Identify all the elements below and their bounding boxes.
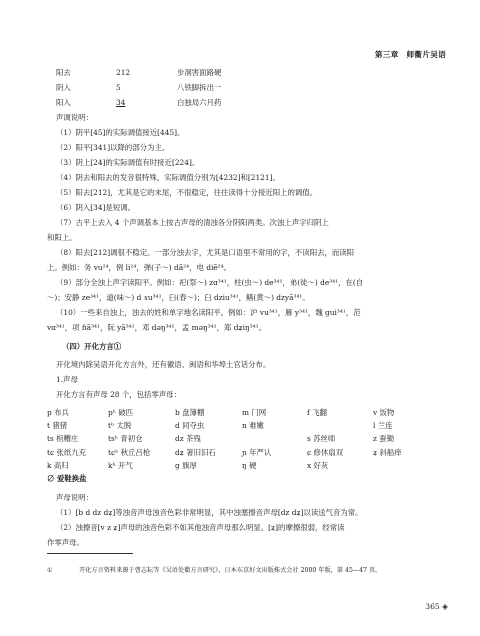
initial-cell: t 猪猪 (47, 421, 68, 431)
page-number: 365 ◈ (425, 602, 448, 611)
tone-note: （9）部分全浊上声字读阳平。例如：祀(祭～) zɑ³⁴¹，柱(虫～) de³⁴¹，弟(徒～) de³⁴¹，在(自 (56, 278, 364, 287)
initial-cell: p 布兵 (47, 408, 69, 417)
chapter-label: 第三章 (374, 50, 399, 59)
initial-cell: g 旗厚 (175, 460, 197, 470)
tone-example: 步洞害面路硬 (177, 68, 222, 77)
tone-note: （10）一些来自浊上，浊去的姓和单字地名读阳平。例如：沪 vu³⁴¹，雁 y³⁴¹，魏 gui³⁴¹，范 (56, 308, 361, 317)
initial-cell: pʰ 破匹 (108, 408, 134, 417)
initial-cell: ŋ 硬 (242, 460, 257, 470)
initial-cell: z 蚕锄 (373, 434, 395, 444)
tone-note: 上。例如：务 vu²⁴，例 li²⁴，弹(子～) dã²⁴，电 diẽ²⁴。 (47, 263, 231, 272)
tone-notes-heading: 声调说明： (56, 113, 93, 122)
tone-note: （2）阳平[341]以降的部分为主。 (56, 143, 170, 152)
initials-row (47, 407, 447, 420)
initial-cell: ɲ 年严认 (242, 447, 272, 457)
initial-cell: f 飞翻 (307, 408, 327, 417)
initials-row (47, 473, 447, 486)
initials-row (47, 433, 447, 446)
tone-row (0, 97, 480, 108)
initial-cell: s 苏丝师 (307, 434, 336, 444)
initial-cell: ʑ 斜船痒 (373, 447, 402, 457)
tone-name: 阳入 (56, 98, 71, 107)
initials-row (47, 420, 447, 433)
footnote-text: 开化方言资料来源于曹志耘等《吴语处衢方言研究》，日本东京好文出版株式会社 2000 年版，第 45—47 页。 (79, 567, 382, 574)
initial-cell: tɕʰ 秋丘吕枪 (108, 447, 151, 457)
tone-note: （1）阴平[45]的实际调值接近[445]。 (56, 128, 185, 137)
tone-note: （5）阳去[212]，尤其是它的末尾，不很稳定，往往读得十分接近阳上的调值。 (56, 188, 318, 197)
initials-heading: 1.声母 (56, 375, 78, 384)
running-header (375, 49, 446, 60)
tone-note: （7）古平上去入 4 个声调基本上按古声母的清浊各分阴阳两类。次浊上声字归阴上 (56, 218, 329, 227)
initial-cell: dʑ 箸旧旧石 (175, 447, 216, 457)
tone-note: （3）阴上[24]的实际调值有时接近[224]。 (56, 158, 200, 167)
initials-intro: 开化方言有声母 28 个，包括零声母： (56, 390, 181, 399)
initial-cell: tsʰ 青初仓 (108, 434, 143, 444)
tone-note: 和阳上。 (47, 233, 77, 242)
tone-row (0, 82, 480, 93)
initial-cell: v 饭物 (373, 408, 395, 417)
initial-cell: k 高归 (47, 460, 69, 470)
tone-note: vɑ³⁴¹，项 ɦã³⁴¹，阮 yã³⁴¹，邓 dəŋ³⁴¹，孟 məŋ³⁴¹，郑 dʑiŋ³⁴¹。 (47, 323, 267, 332)
initial-cell: m 门网 (242, 408, 267, 417)
tone-value: 34 (116, 98, 126, 107)
tone-example: 白独局六月药 (177, 98, 222, 107)
section-title: （四）开化方言① (62, 342, 122, 351)
initials-notes-heading: 声母说明： (56, 493, 93, 502)
initial-cell: d 同夺虫 (175, 421, 205, 431)
initials-row (47, 447, 447, 460)
footnote-mark: ① (47, 567, 53, 574)
footnote-divider (47, 553, 133, 554)
initials-note: （2）浊擦音[v z ʑ]声母的浊音色彩不如其他浊音声母那么明显。[ʑ]的摩擦很弱，经常读 (56, 523, 345, 532)
initial-cell: ts 棺糟庄 (47, 434, 79, 444)
initial-cell: kʰ 开气 (108, 460, 133, 470)
initial-cell: l 兰连 (373, 421, 393, 431)
tone-name: 阴入 (56, 83, 71, 92)
tone-name: 阳去 (56, 68, 71, 77)
initial-cell: tʰ 太脱 (108, 421, 132, 431)
tone-note: （4）阴去和阳去的发音很特殊，实际调值分别为[4232]和[2121]。 (56, 173, 280, 182)
initial-cell: tɕ 张纸九充 (47, 447, 87, 457)
initial-cell: b 盘簿棚 (175, 408, 205, 417)
initial-cell: ∅ 爱鞋换盐 (47, 473, 87, 483)
initials-table (47, 407, 447, 486)
tone-value: 5 (116, 83, 121, 92)
initials-row (47, 460, 447, 473)
tone-value: 212 (116, 68, 131, 77)
chapter-title: 师衢片吴语 (406, 50, 446, 59)
tone-note: （6）阴入[34]是短调。 (56, 203, 135, 212)
initials-note: （1）[b d dz dʑ]等浊音声母浊音色彩非常明显，其中浊塞擦音声母[dz dʑ]以读送气音为常。 (56, 508, 363, 517)
tone-row (0, 67, 480, 78)
initial-cell: ɕ 修休扇双 (307, 447, 344, 457)
initial-cell: x 好灰 (307, 460, 329, 470)
footnote (47, 565, 381, 574)
tone-note: ～)；安静 ze³⁴¹，道(味～) d ɤu³⁴¹，臼(春～)；臼 dziu³⁴¹，鳝(黄～) dzyã³⁴¹。 (47, 293, 310, 302)
intro-paragraph: 开化境内除吴语开化方言外，还有徽语、闽语和华埠土官话分布。 (56, 360, 271, 369)
initials-note: 作零声母。 (47, 538, 84, 547)
tone-example: 八铁脚拆出一 (177, 83, 222, 92)
initial-cell: n 难嫩 (242, 421, 264, 431)
initial-cell: dz 茶残 (175, 434, 201, 444)
tone-note: （8）阳去[212]调很不稳定。一部分浊去字，尤其是口语里不常用的字，不读阳去，而读阳 (56, 248, 355, 257)
